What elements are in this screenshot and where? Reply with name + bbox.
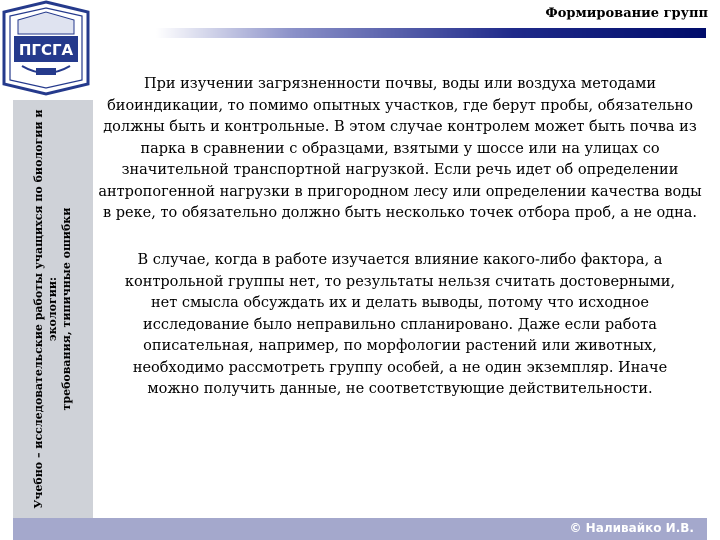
- body-paragraph-1: При изучении загрязненности почвы, воды или воздуха методами биоиндикации, то помимо опытных участков, где берут пробы, обязательно должны быть и контрольные. В этом случае контролем может быть почва из парка в сравнении с образцами, взятыми у шоссе или на улицах со значительной транспортной нагрузкой. Если речь идет об определении антропогенной нагрузки в пригородном лесу или определении качества воды в реке, то обязательно должно быть несколько точек отбора проб, а не одна.: [98, 76, 702, 221]
- sidebar-caption-line-1: Учебно – исследовательские работы учащихся по биологии и экологии:: [32, 109, 59, 509]
- footer-author: © Наливайко И.В.: [569, 521, 694, 535]
- body-paragraph-2: В случае, когда в работе изучается влияние какого-либо фактора, а контрольной группы нет, то результаты нельзя считать достоверными, нет смысла обсуждать их и делать выводы, потому что исходное исследование было неправильно спланировано. Даже если работа описательная, например, по морфологии растений или животных, необходимо рассмотреть группу особей, а не один экземпляр. Иначе можно получить данные, не соответствующие действительности.: [124, 252, 676, 397]
- page-title: Формирование групп: [545, 6, 708, 21]
- title-gradient-rule: [156, 28, 706, 38]
- university-emblem-icon: [0, 0, 92, 96]
- sidebar-vertical-caption: [21, 104, 85, 514]
- logo-text: ПГСГА: [18, 41, 74, 59]
- sidebar-caption-line-2: требования, типичные ошибки: [60, 207, 73, 411]
